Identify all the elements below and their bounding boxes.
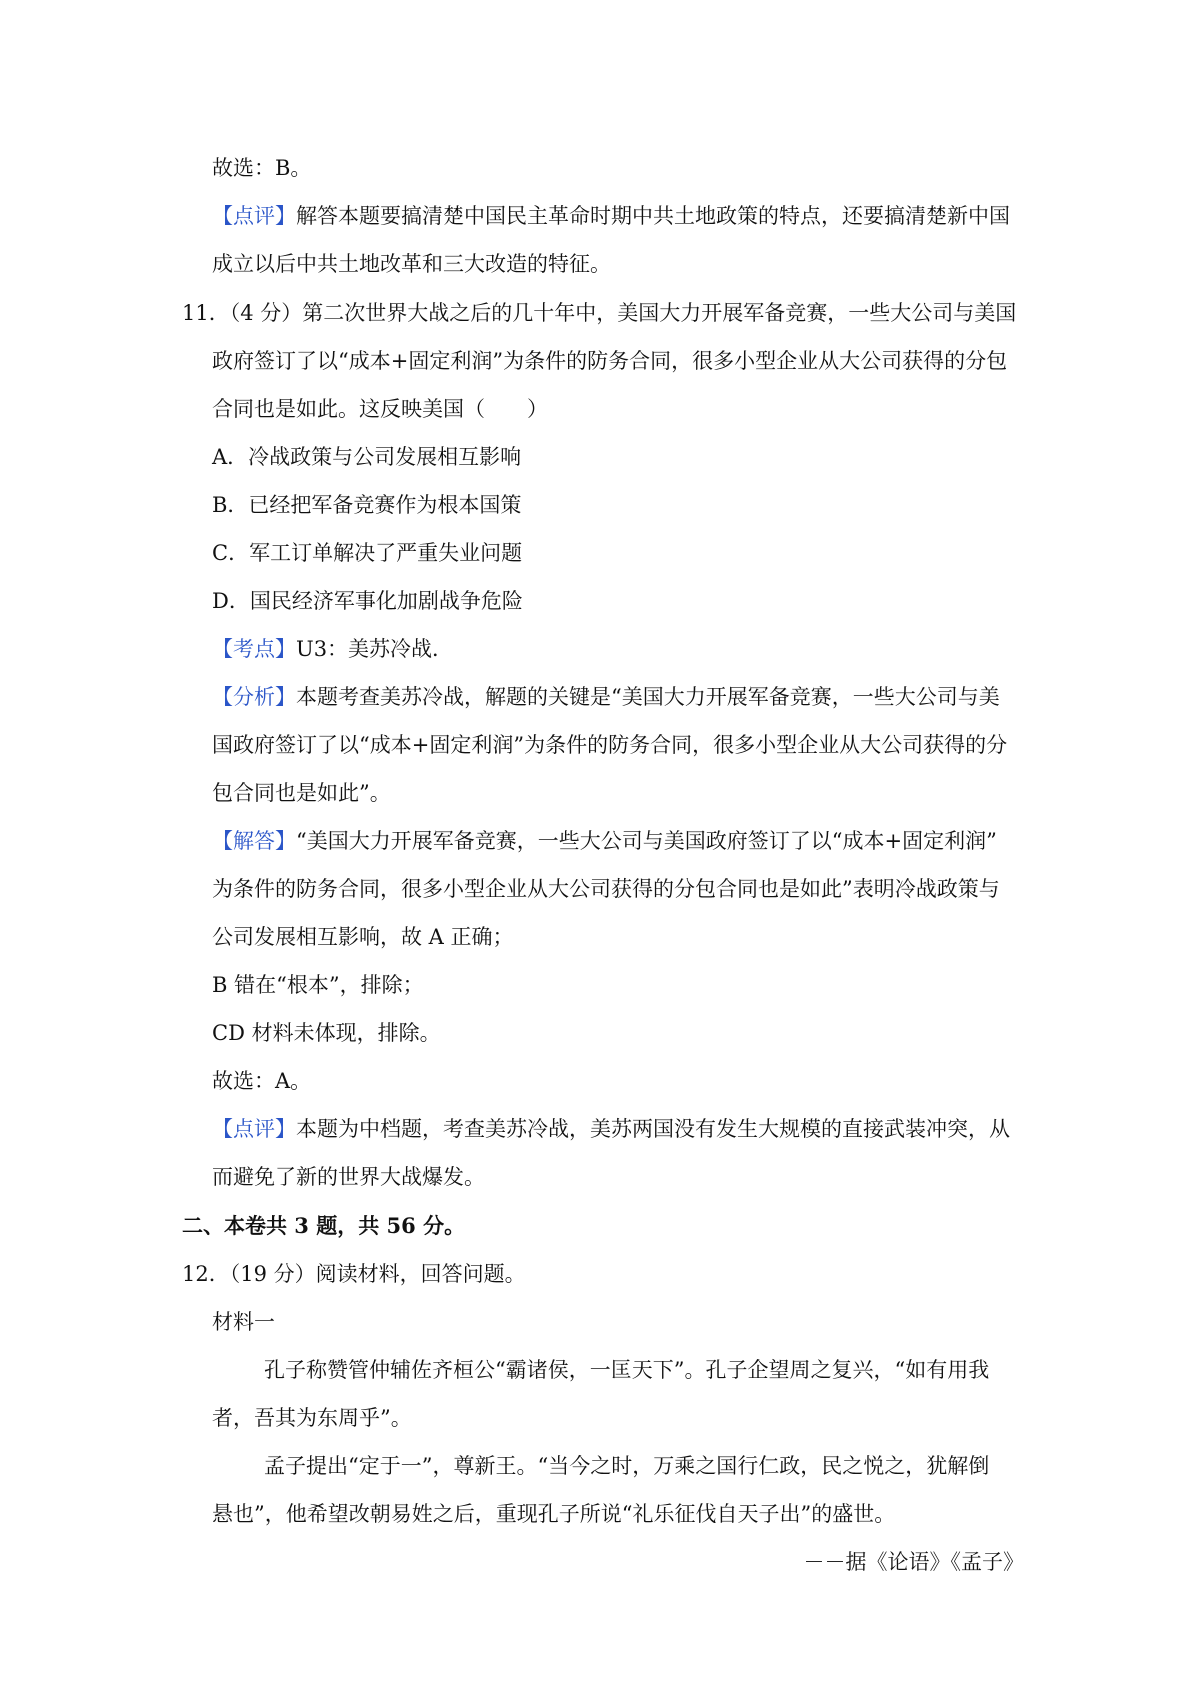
answer-line: 故选：B。 [212, 156, 312, 180]
solution-line: CD 材料未体现，排除。 [212, 1021, 441, 1045]
review-tag: 【点评】 [212, 1117, 296, 1141]
material-label: 材料一 [212, 1310, 275, 1334]
option-d: D．国民经济军事化加剧战争危险 [212, 589, 523, 613]
answer-line: 故选：A。 [212, 1069, 312, 1093]
review-paragraph: 【点评】解答本题要搞清楚中国民主革命时期中共土地政策的特点，还要搞清楚新中国 [212, 204, 1010, 228]
question-11-stem: 政府签订了以“成本+固定利润”为条件的防务合同，很多小型企业从大公司获得的分包 [212, 349, 1008, 373]
review-paragraph: 【点评】本题为中档题，考查美苏冷战，美苏两国没有发生大规模的直接武装冲突，从 [212, 1117, 1010, 1141]
source-citation: －－据《论语》《孟子》 [803, 1550, 1024, 1574]
review-tag: 【点评】 [212, 204, 296, 228]
material-paragraph: 悬也”，他希望改朝易姓之后，重现孔子所说“礼乐征伐自天子出”的盛世。 [212, 1502, 896, 1526]
option-b: B．已经把军备竞赛作为根本国策 [212, 493, 522, 517]
analysis-paragraph: 包合同也是如此”。 [212, 781, 391, 805]
analysis-tag: 【分析】 [212, 685, 296, 709]
review-paragraph: 成立以后中共土地改革和三大改造的特征。 [212, 252, 611, 276]
analysis-paragraph: 国政府签订了以“成本+固定利润”为条件的防务合同，很多小型企业从大公司获得的分 [212, 733, 1008, 757]
section-heading: 二、本卷共 3 题，共 56 分。 [182, 1213, 466, 1238]
material-paragraph: 者，吾其为东周乎”。 [212, 1406, 412, 1430]
material-paragraph: 孔子称赞管仲辅佐齐桓公“霸诸侯，一匡天下”。孔子企望周之复兴，“如有用我 [264, 1358, 990, 1382]
solution-line: B 错在“根本”，排除； [212, 973, 424, 997]
solution-paragraph: 为条件的防务合同，很多小型企业从大公司获得的分包合同也是如此”表明冷战政策与 [212, 877, 1000, 901]
kaodian-tag: 【考点】 [212, 637, 296, 661]
analysis-paragraph: 【分析】本题考查美苏冷战，解题的关键是“美国大力开展军备竞赛，一些大公司与美 [212, 685, 1000, 709]
material-paragraph: 孟子提出“定于一”，尊新王。“当今之时，万乘之国行仁政，民之悦之，犹解倒 [264, 1454, 990, 1478]
question-11-stem: 11．（4 分）第二次世界大战之后的几十年中，美国大力开展军备竞赛，一些大公司与美国 [182, 301, 1017, 325]
solution-paragraph: 公司发展相互影响，故 A 正确； [212, 925, 514, 949]
option-a: A．冷战政策与公司发展相互影响 [212, 445, 522, 469]
solution-paragraph: 【解答】“美国大力开展军备竞赛，一些大公司与美国政府签订了以“成本+固定利润” [212, 829, 997, 853]
question-12-stem: 12．（19 分）阅读材料，回答问题。 [182, 1262, 526, 1286]
solution-tag: 【解答】 [212, 829, 296, 853]
option-c: C．军工订单解决了严重失业问题 [212, 541, 523, 565]
kaodian-line: 【考点】U3：美苏冷战． [212, 637, 454, 661]
question-11-stem: 合同也是如此。这反映美国（ ） [212, 397, 548, 421]
review-paragraph: 而避免了新的世界大战爆发。 [212, 1165, 485, 1189]
